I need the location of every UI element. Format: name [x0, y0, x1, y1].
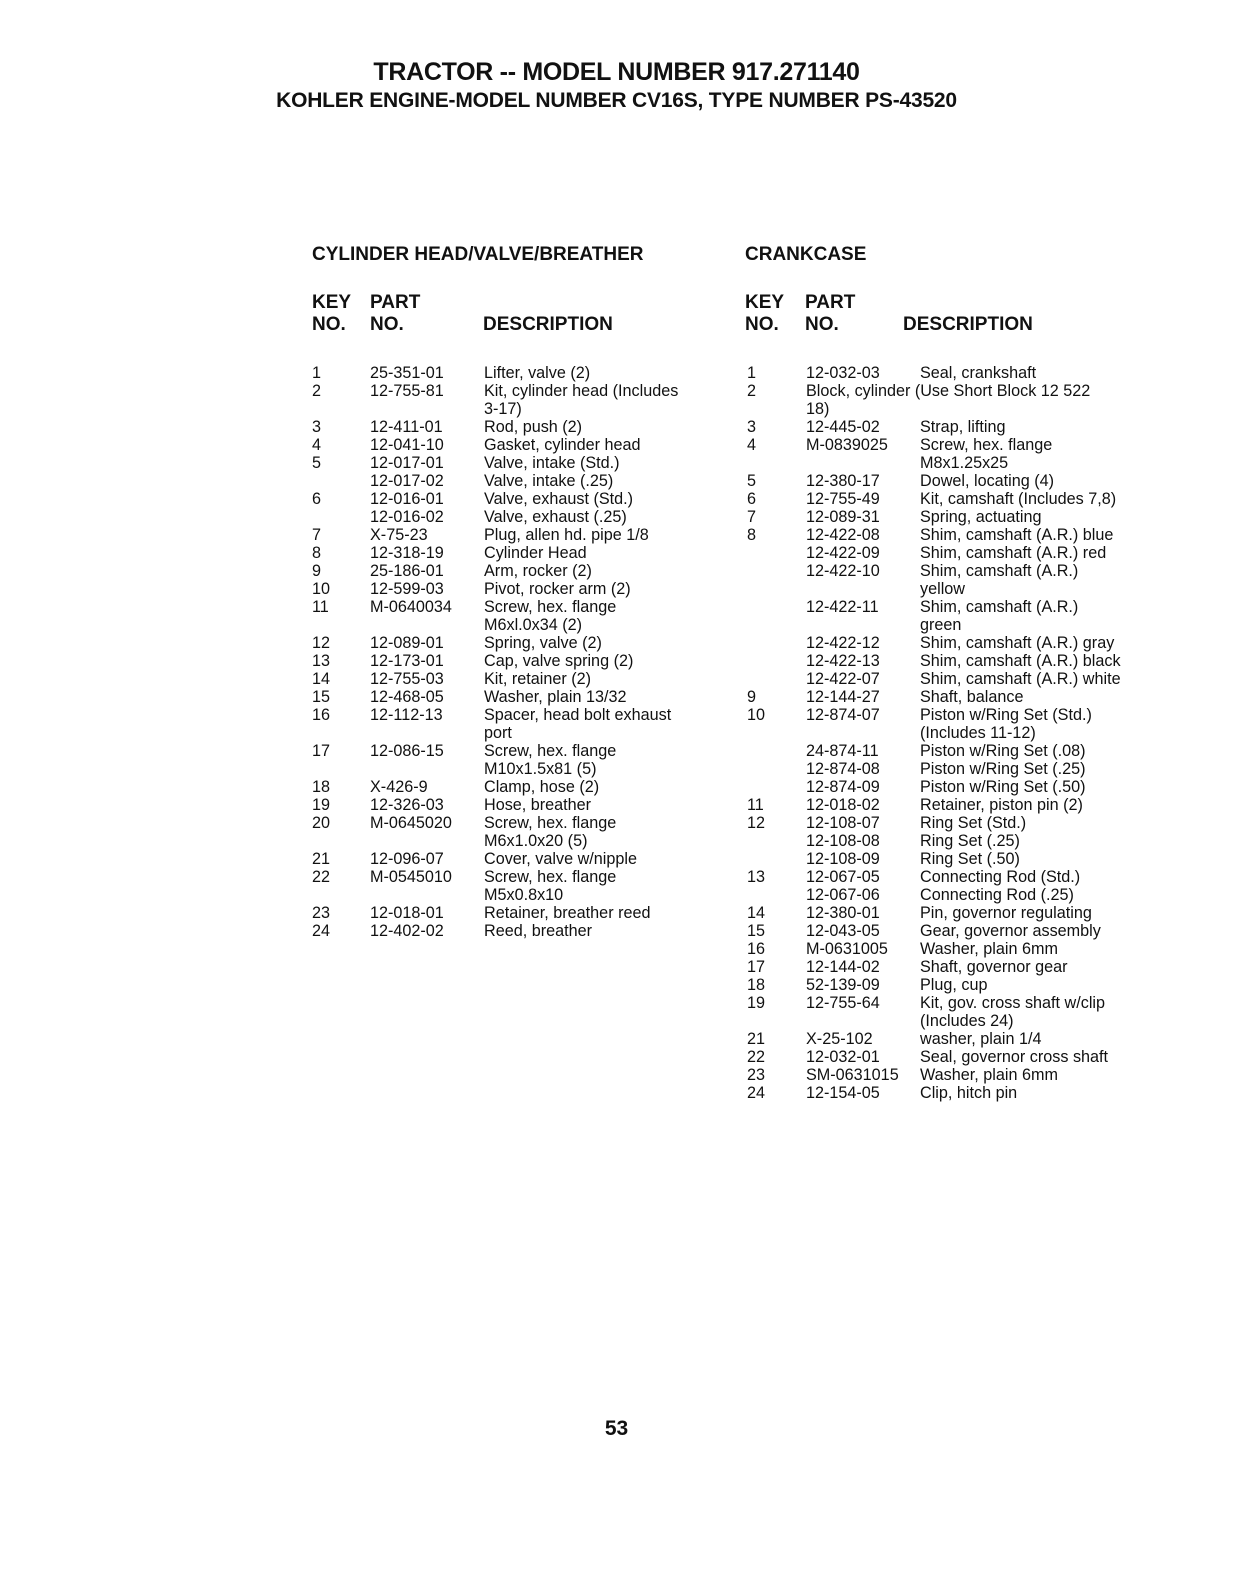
- part-number: 12-422-09: [806, 544, 880, 562]
- description-header: DESCRIPTION: [903, 314, 1033, 335]
- part-number: 12-402-02: [370, 922, 444, 940]
- part-description: Shim, camshaft (A.R.) blue: [920, 526, 1114, 544]
- key-number: 21: [312, 850, 331, 868]
- part-number: 12-016-01: [370, 490, 444, 508]
- part-header-1: PART: [805, 292, 856, 313]
- part-number: 12-380-17: [806, 472, 880, 490]
- key-number: 9: [747, 688, 757, 706]
- part-number: 12-089-01: [370, 634, 444, 652]
- key-number: 19: [312, 796, 331, 814]
- part-description: Clip, hitch pin: [920, 1084, 1018, 1102]
- key-number: 4: [312, 436, 322, 454]
- key-number: 2: [747, 382, 757, 400]
- part-description: Shim, camshaft (A.R.) white: [920, 670, 1121, 688]
- key-number: 22: [312, 868, 331, 886]
- key-number: 20: [312, 814, 331, 832]
- part-description: Seal, governor cross shaft: [920, 1048, 1109, 1066]
- key-number: 7: [312, 526, 322, 544]
- key-number: 21: [747, 1030, 766, 1048]
- part-description: Spring, valve (2): [484, 634, 602, 652]
- part-number: M-0631005: [806, 940, 888, 958]
- key-number: 5: [747, 472, 757, 490]
- part-header-1: PART: [370, 292, 421, 313]
- key-number: 11: [747, 796, 764, 814]
- part-description: 3-17): [484, 400, 522, 418]
- part-header-2: NO.: [370, 314, 404, 335]
- key-number: 17: [312, 742, 331, 760]
- part-description: M8x1.25x25: [920, 454, 1009, 472]
- part-description: Kit, gov. cross shaft w/clip: [920, 994, 1106, 1012]
- part-number: 12-599-03: [370, 580, 444, 598]
- part-description: M6xl.0x34 (2): [484, 616, 583, 634]
- part-number: 12-422-07: [806, 670, 880, 688]
- section-title: CRANKCASE: [745, 244, 867, 265]
- part-number: 12-422-10: [806, 562, 880, 580]
- part-number: 12-032-03: [806, 364, 880, 382]
- part-description: Dowel, locating (4): [920, 472, 1055, 490]
- key-number: 9: [312, 562, 322, 580]
- part-description: Valve, exhaust (.25): [484, 508, 627, 526]
- part-description: port: [484, 724, 512, 742]
- key-number: 8: [312, 544, 322, 562]
- part-number: M-0839025: [806, 436, 888, 454]
- key-header-2: NO.: [745, 314, 779, 335]
- part-number: 24-874-11: [806, 742, 879, 760]
- part-number: X-75-23: [370, 526, 428, 544]
- part-number: 12-326-03: [370, 796, 444, 814]
- key-number: 4: [747, 436, 757, 454]
- part-description: Connecting Rod (Std.): [920, 868, 1081, 886]
- key-number: 22: [747, 1048, 766, 1066]
- key-number: 18: [312, 778, 331, 796]
- part-number: 12-380-01: [806, 904, 880, 922]
- part-description: Screw, hex. flange: [484, 814, 617, 832]
- part-description: Pivot, rocker arm (2): [484, 580, 631, 598]
- part-number: M-0645020: [370, 814, 452, 832]
- key-number: 18: [747, 976, 766, 994]
- part-description: Reed, breather: [484, 922, 592, 940]
- part-description: Spring, actuating: [920, 508, 1042, 526]
- part-description: Valve, intake (Std.): [484, 454, 620, 472]
- part-description: Ring Set (.50): [920, 850, 1020, 868]
- part-description: Screw, hex. flange: [920, 436, 1053, 454]
- key-number: 24: [312, 922, 331, 940]
- part-description: Piston w/Ring Set (.50): [920, 778, 1086, 796]
- description-header: DESCRIPTION: [483, 314, 613, 335]
- part-description: Shim, camshaft (A.R.) black: [920, 652, 1121, 670]
- part-description: Shaft, balance: [920, 688, 1024, 706]
- part-description: Cylinder Head: [484, 544, 587, 562]
- page-subtitle: KOHLER ENGINE-MODEL NUMBER CV16S, TYPE NUMBER PS-43520: [276, 89, 957, 112]
- part-number: M-0640034: [370, 598, 452, 616]
- part-description: Hose, breather: [484, 796, 592, 814]
- part-description: Valve, exhaust (Std.): [484, 490, 634, 508]
- part-description: Valve, intake (.25): [484, 472, 614, 490]
- key-number: 10: [312, 580, 331, 598]
- part-description: Arm, rocker (2): [484, 562, 592, 580]
- part-description: Shim, camshaft (A.R.): [920, 562, 1079, 580]
- part-number: 12-411-01: [370, 418, 443, 436]
- part-description: (Includes 24): [920, 1012, 1014, 1030]
- part-number: 25-351-01: [370, 364, 444, 382]
- part-description: Seal, crankshaft: [920, 364, 1037, 382]
- key-number: 13: [747, 868, 766, 886]
- part-description: Washer, plain 6mm: [920, 940, 1058, 958]
- key-number: 1: [747, 364, 757, 382]
- part-number: 12-017-02: [370, 472, 444, 490]
- part-number: 12-067-06: [806, 886, 880, 904]
- key-number: 14: [747, 904, 766, 922]
- key-number: 6: [312, 490, 322, 508]
- part-number: 12-041-10: [370, 436, 444, 454]
- part-number: 25-186-01: [370, 562, 444, 580]
- part-number: 12-067-05: [806, 868, 880, 886]
- key-number: 1: [312, 364, 322, 382]
- part-number: 12-108-07: [806, 814, 880, 832]
- part-number: 12-422-08: [806, 526, 880, 544]
- key-number: 14: [312, 670, 331, 688]
- part-description: Shaft, governor gear: [920, 958, 1068, 976]
- part-description: yellow: [920, 580, 965, 598]
- key-number: 11: [312, 598, 329, 616]
- key-number: 3: [747, 418, 757, 436]
- part-description: green: [920, 616, 962, 634]
- part-description: Gear, governor assembly: [920, 922, 1101, 940]
- part-description: Retainer, piston pin (2): [920, 796, 1083, 814]
- part-description: Plug, cup: [920, 976, 988, 994]
- part-number: 12-755-03: [370, 670, 444, 688]
- part-header-2: NO.: [805, 314, 839, 335]
- section-title: CYLINDER HEAD/VALVE/BREATHER: [312, 244, 644, 265]
- key-number: 5: [312, 454, 322, 472]
- part-description: Shim, camshaft (A.R.) red: [920, 544, 1107, 562]
- part-number: 12-089-31: [806, 508, 880, 526]
- part-number: 12-108-08: [806, 832, 880, 850]
- part-description: Kit, cylinder head (Includes: [484, 382, 679, 400]
- part-number: 12-154-05: [806, 1084, 880, 1102]
- part-number: 12-318-19: [370, 544, 444, 562]
- part-description: washer, plain 1/4: [920, 1030, 1042, 1048]
- part-number: 12-112-13: [370, 706, 443, 724]
- part-description: Kit, retainer (2): [484, 670, 592, 688]
- part-description: Washer, plain 6mm: [920, 1066, 1058, 1084]
- part-number: 12-173-01: [370, 652, 444, 670]
- key-number: 16: [312, 706, 331, 724]
- part-number: 12-755-81: [370, 382, 444, 400]
- key-number: 2: [312, 382, 322, 400]
- part-description: Kit, camshaft (Includes 7,8): [920, 490, 1117, 508]
- part-description: Screw, hex. flange: [484, 742, 617, 760]
- part-description: Piston w/Ring Set (.25): [920, 760, 1086, 778]
- key-number: 12: [312, 634, 331, 652]
- part-description: Shim, camshaft (A.R.) gray: [920, 634, 1115, 652]
- part-description: M5x0.8x10: [484, 886, 564, 904]
- key-number: 19: [747, 994, 766, 1012]
- part-number: 12-016-02: [370, 508, 444, 526]
- part-description: Connecting Rod (.25): [920, 886, 1074, 904]
- part-description: Screw, hex. flange: [484, 598, 617, 616]
- part-description: Shim, camshaft (A.R.): [920, 598, 1079, 616]
- part-number: 18): [806, 400, 830, 418]
- part-number: X-426-9: [370, 778, 428, 796]
- part-number: 12-017-01: [370, 454, 444, 472]
- key-number: 7: [747, 508, 757, 526]
- part-number: Block, cylinder (Use Short Block 12 522: [806, 382, 1091, 400]
- part-number: 12-108-09: [806, 850, 880, 868]
- part-description: Clamp, hose (2): [484, 778, 600, 796]
- key-number: 15: [312, 688, 331, 706]
- part-number: 12-086-15: [370, 742, 444, 760]
- part-number: 12-755-64: [806, 994, 880, 1012]
- part-description: M10x1.5x81 (5): [484, 760, 597, 778]
- part-description: Pin, governor regulating: [920, 904, 1092, 922]
- part-number: 12-755-49: [806, 490, 880, 508]
- key-header-2: NO.: [312, 314, 346, 335]
- part-number: 12-422-13: [806, 652, 880, 670]
- part-description: Screw, hex. flange: [484, 868, 617, 886]
- part-description: Ring Set (Std.): [920, 814, 1027, 832]
- part-description: Lifter, valve (2): [484, 364, 591, 382]
- key-number: 8: [747, 526, 757, 544]
- part-number: 12-468-05: [370, 688, 444, 706]
- key-number: 6: [747, 490, 757, 508]
- part-number: SM-0631015: [806, 1066, 899, 1084]
- part-number: M-0545010: [370, 868, 452, 886]
- part-number: 12-144-02: [806, 958, 880, 976]
- part-description: Strap, lifting: [920, 418, 1006, 436]
- part-number: 12-018-02: [806, 796, 880, 814]
- page-title: TRACTOR -- MODEL NUMBER 917.271140: [373, 58, 860, 86]
- part-description: Piston w/Ring Set (Std.): [920, 706, 1092, 724]
- part-description: Spacer, head bolt exhaust: [484, 706, 672, 724]
- part-number: 12-874-09: [806, 778, 880, 796]
- part-number: 12-043-05: [806, 922, 880, 940]
- part-description: Washer, plain 13/32: [484, 688, 627, 706]
- key-number: 24: [747, 1084, 766, 1102]
- key-header-1: KEY: [312, 292, 352, 313]
- part-description: Ring Set (.25): [920, 832, 1020, 850]
- key-number: 10: [747, 706, 766, 724]
- part-description: Retainer, breather reed: [484, 904, 651, 922]
- key-number: 17: [747, 958, 766, 976]
- part-description: Cap, valve spring (2): [484, 652, 634, 670]
- key-number: 16: [747, 940, 766, 958]
- key-number: 3: [312, 418, 322, 436]
- part-description: Plug, allen hd. pipe 1/8: [484, 526, 649, 544]
- part-description: Piston w/Ring Set (.08): [920, 742, 1086, 760]
- part-description: Cover, valve w/nipple: [484, 850, 637, 868]
- part-number: 12-422-12: [806, 634, 880, 652]
- page-number: 53: [604, 1417, 629, 1440]
- key-header-1: KEY: [745, 292, 785, 313]
- part-number: 52-139-09: [806, 976, 880, 994]
- part-number: 12-874-08: [806, 760, 880, 778]
- key-number: 12: [747, 814, 766, 832]
- part-description: (Includes 11-12): [920, 724, 1036, 742]
- part-number: 12-144-27: [806, 688, 880, 706]
- part-number: X-25-102: [806, 1030, 873, 1048]
- part-number: 12-874-07: [806, 706, 880, 724]
- key-number: 15: [747, 922, 766, 940]
- key-number: 13: [312, 652, 331, 670]
- key-number: 23: [312, 904, 331, 922]
- part-number: 12-445-02: [806, 418, 880, 436]
- part-description: M6x1.0x20 (5): [484, 832, 588, 850]
- part-number: 12-018-01: [370, 904, 444, 922]
- part-number: 12-422-11: [806, 598, 879, 616]
- part-description: Rod, push (2): [484, 418, 583, 436]
- part-number: 12-096-07: [370, 850, 444, 868]
- part-number: 12-032-01: [806, 1048, 880, 1066]
- key-number: 23: [747, 1066, 766, 1084]
- part-description: Gasket, cylinder head: [484, 436, 641, 454]
